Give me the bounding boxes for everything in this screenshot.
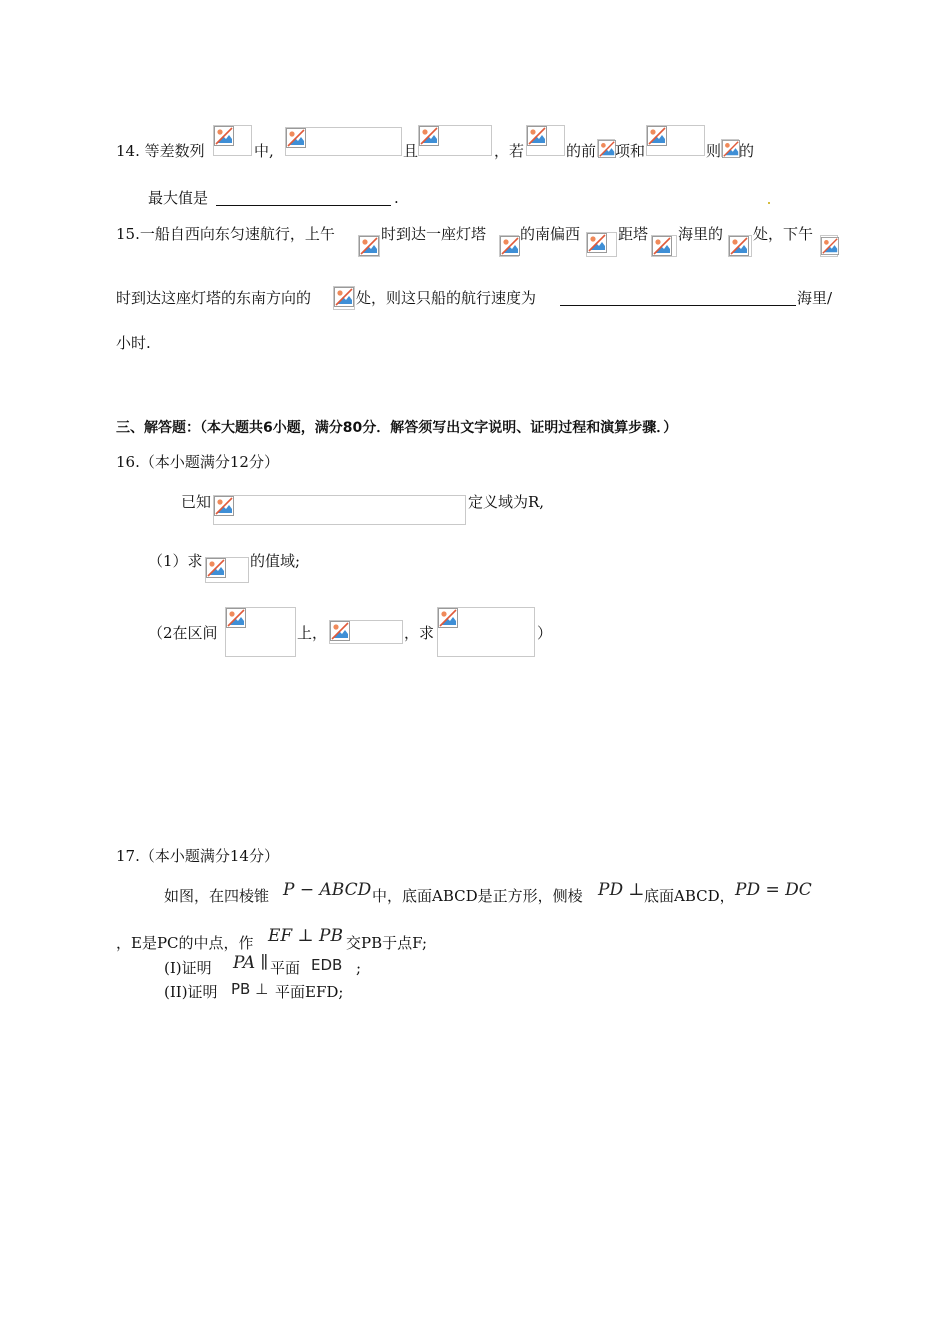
- q17-line1-c: 底面ABCD，: [644, 887, 735, 905]
- broken-image-icon: [359, 236, 379, 256]
- formula-image-placeholder: [358, 235, 380, 257]
- stray-dot: [768, 202, 770, 204]
- q15-text-1d: 距塔: [618, 225, 649, 243]
- q15-text-2c: 海里/: [797, 289, 833, 307]
- formula-image-placeholder: [333, 286, 355, 310]
- formula-image-placeholder: [586, 232, 617, 257]
- broken-image-icon: [330, 621, 350, 641]
- q14-text-7: 则: [706, 142, 722, 160]
- q17-line1-b: 中，底面ABCD是正方形，侧棱: [372, 887, 583, 905]
- q14-text-6: 项和: [615, 142, 646, 160]
- q16-part2-d: ）: [537, 624, 553, 642]
- q17-line2-a: ，E是PC的中点，作: [116, 934, 254, 952]
- broken-image-icon: [652, 236, 672, 256]
- formula-image-placeholder: [721, 139, 739, 157]
- q14-text-2: 中,: [254, 142, 274, 160]
- broken-image-icon: [527, 126, 547, 146]
- q17-line1-a: 如图，在四棱锥: [164, 887, 270, 905]
- answer-blank: [560, 305, 796, 306]
- q16-part2-c: ，求: [404, 624, 435, 642]
- broken-image-icon: [598, 140, 616, 158]
- broken-image-icon: [821, 236, 839, 256]
- formula-image-placeholder: [329, 620, 403, 644]
- math-pa-parallel: PA ∥: [233, 953, 269, 973]
- broken-image-icon: [206, 558, 226, 578]
- formula-image-placeholder: [285, 127, 402, 156]
- q15-text-3: 小时.: [116, 334, 151, 352]
- q14-text-8: 的: [739, 142, 755, 160]
- q15-text-1a: 15.一船自西向东匀速航行，上午: [116, 225, 335, 243]
- math-pb-perp: PB ⊥: [231, 980, 269, 998]
- q17-line4-b: 平面EFD;: [275, 983, 344, 1001]
- broken-image-icon: [334, 287, 354, 307]
- formula-image-placeholder: [728, 235, 752, 257]
- q16-given-b: 定义域为R,: [468, 493, 545, 511]
- formula-image-placeholder: [820, 235, 838, 257]
- formula-image-placeholder: [225, 607, 296, 657]
- math-pyramid: P − ABCD: [283, 880, 372, 900]
- broken-image-icon: [419, 126, 439, 146]
- q17-line3-c: ;: [356, 959, 362, 977]
- section-3-heading: 三、解答题：（本大题共6小题，满分80分．解答须写出文字说明、证明过程和演算步骤．）: [116, 420, 678, 436]
- q14-line2-prefix: 最大值是: [148, 189, 209, 207]
- broken-image-icon: [587, 233, 607, 253]
- broken-image-icon: [214, 126, 234, 146]
- q16-part2-a: （2在区间: [148, 624, 218, 642]
- answer-blank: [216, 205, 391, 206]
- formula-image-placeholder: [651, 235, 677, 257]
- q14-text-5: 的前: [566, 142, 597, 160]
- broken-image-icon: [226, 608, 246, 628]
- formula-image-placeholder: [437, 607, 535, 657]
- q17-line3-a: (I)证明: [164, 959, 212, 977]
- math-pd-perp: PD ⊥: [598, 880, 645, 900]
- q16-part2-b: 上，: [297, 624, 328, 642]
- broken-image-icon: [438, 608, 458, 628]
- formula-image-placeholder: [205, 557, 249, 583]
- q15-text-2a: 时到达这座灯塔的东南方向的: [116, 289, 312, 307]
- q15-text-1f: 处，下午: [753, 225, 814, 243]
- formula-image-placeholder: [526, 125, 565, 156]
- q17-line4-a: (II)证明: [164, 983, 218, 1001]
- formula-image-placeholder: [499, 235, 519, 257]
- q16-part1-a: （1）求: [148, 552, 203, 570]
- broken-image-icon: [286, 128, 306, 148]
- formula-image-placeholder: [213, 125, 252, 156]
- broken-image-icon: [214, 496, 234, 516]
- broken-image-icon: [647, 126, 667, 146]
- broken-image-icon: [722, 140, 740, 158]
- q15-text-1b: 时到达一座灯塔: [381, 225, 487, 243]
- q14-text-4: ，若: [494, 142, 525, 160]
- q16-part1-b: 的值域;: [250, 552, 301, 570]
- q16-header: 16.（本小题满分12分）: [116, 453, 279, 471]
- q16-given-a: 已知: [181, 493, 212, 511]
- math-ef-perp-pb: EF ⊥ PB: [268, 926, 343, 946]
- formula-image-placeholder: [418, 125, 492, 156]
- math-pd-eq-dc: PD = DC: [735, 880, 812, 900]
- q15-text-2b: 处，则这只船的航行速度为: [356, 289, 537, 307]
- q17-header: 17.（本小题满分14分）: [116, 847, 279, 865]
- q17-line2-b: 交PB于点F;: [346, 934, 428, 952]
- math-edb: EDB: [311, 956, 343, 974]
- q15-text-1e: 海里的: [678, 225, 724, 243]
- q15-text-1c: 的南偏西: [520, 225, 581, 243]
- formula-image-placeholder: [646, 125, 705, 156]
- formula-image-placeholder: [597, 139, 615, 157]
- q14-text-3: 且: [403, 142, 419, 160]
- q14-line2-suffix: .: [394, 189, 399, 207]
- formula-image-placeholder: [213, 495, 466, 525]
- q14-text-1: 14. 等差数列: [116, 142, 205, 160]
- broken-image-icon: [500, 236, 520, 256]
- q17-line3-b: 平面: [270, 959, 301, 977]
- broken-image-icon: [729, 236, 749, 256]
